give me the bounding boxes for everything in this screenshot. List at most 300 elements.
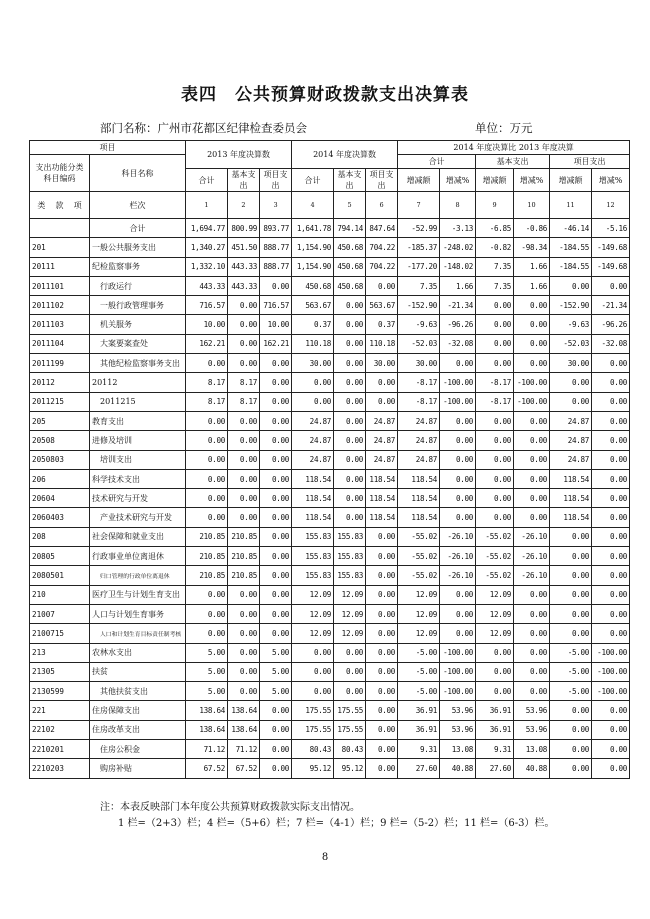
value-cell: 0.00	[260, 624, 292, 643]
value-cell: 0.00	[334, 489, 366, 508]
value-cell: 110.18	[292, 334, 334, 353]
value-cell: 0.00	[514, 643, 550, 662]
code-cell: 2130599	[30, 682, 90, 701]
department-label: 部门名称：广州市花都区纪律检查委员会	[100, 121, 307, 135]
value-cell: 118.54	[292, 508, 334, 527]
value-cell: 12.09	[398, 585, 440, 604]
value-cell: 12.09	[476, 604, 514, 623]
value-cell: 0.00	[440, 624, 476, 643]
value-cell: 0.00	[366, 547, 398, 566]
header-2014-total: 合计	[292, 169, 334, 192]
value-cell: 0.00	[260, 276, 292, 295]
header-2014-basic: 基本支出	[334, 169, 366, 192]
value-cell: 5.00	[186, 682, 228, 701]
value-cell: 138.64	[228, 701, 260, 720]
value-cell: 0.00	[228, 489, 260, 508]
value-cell: 0.00	[366, 720, 398, 739]
value-cell: 71.12	[228, 740, 260, 759]
value-cell: 0.00	[440, 354, 476, 373]
value-cell: 0.00	[514, 662, 550, 681]
subject-name-cell: 合计	[90, 219, 186, 238]
value-cell: -5.00	[550, 682, 592, 701]
value-cell: -98.34	[514, 238, 550, 257]
value-cell: 0.00	[334, 411, 366, 430]
value-cell: 0.00	[366, 373, 398, 392]
value-cell: -52.03	[398, 334, 440, 353]
value-cell: 5.00	[260, 682, 292, 701]
table-row	[30, 392, 630, 411]
value-cell: 0.00	[366, 682, 398, 701]
value-cell: 0.00	[476, 334, 514, 353]
value-cell: 0.00	[366, 759, 398, 778]
value-cell: 0.00	[260, 720, 292, 739]
value-cell: 30.00	[292, 354, 334, 373]
value-cell: 1.66	[440, 276, 476, 295]
value-cell: 8.17	[186, 373, 228, 392]
value-cell: 0.00	[228, 411, 260, 430]
code-cell: 20604	[30, 489, 90, 508]
value-cell: 71.12	[186, 740, 228, 759]
value-cell: 0.00	[260, 469, 292, 488]
value-cell: 0.00	[592, 585, 630, 604]
value-cell: 0.00	[550, 624, 592, 643]
subject-name-cell: 其他纪检监察事务支出	[90, 354, 186, 373]
value-cell: 1.66	[514, 276, 550, 295]
value-cell: 0.00	[334, 643, 366, 662]
value-cell: -5.00	[398, 643, 440, 662]
table-row	[30, 720, 630, 739]
value-cell: 0.00	[292, 392, 334, 411]
value-cell: 0.00	[592, 720, 630, 739]
subject-name-cell: 技术研究与开发	[90, 489, 186, 508]
value-cell: 67.52	[186, 759, 228, 778]
value-cell: 0.00	[334, 431, 366, 450]
table-row	[30, 469, 630, 488]
subject-name-cell: 纪检监察事务	[90, 257, 186, 276]
value-cell: 12.09	[334, 585, 366, 604]
header-inc-amt: 增减额	[476, 169, 514, 192]
value-cell: 0.00	[186, 431, 228, 450]
value-cell: 7.35	[476, 276, 514, 295]
value-cell: 0.00	[366, 643, 398, 662]
table-row	[30, 257, 630, 276]
value-cell: 443.33	[228, 257, 260, 276]
value-cell: 0.00	[514, 682, 550, 701]
value-cell: 12.09	[292, 604, 334, 623]
code-cell: 2060403	[30, 508, 90, 527]
value-cell: 0.00	[592, 566, 630, 585]
header-colseq: 栏次	[90, 192, 186, 219]
value-cell: 155.83	[334, 566, 366, 585]
value-cell: 0.00	[186, 624, 228, 643]
value-cell: 0.00	[260, 508, 292, 527]
value-cell: 24.87	[292, 411, 334, 430]
value-cell: 7.35	[476, 257, 514, 276]
value-cell: 12.09	[292, 624, 334, 643]
value-cell: 118.54	[292, 489, 334, 508]
value-cell: 0.00	[366, 392, 398, 411]
value-cell: 210.85	[186, 547, 228, 566]
value-cell: 8.17	[228, 373, 260, 392]
value-cell: -248.02	[440, 238, 476, 257]
header-lei: 类	[37, 200, 46, 210]
value-cell: 0.00	[292, 643, 334, 662]
value-cell: 443.33	[186, 276, 228, 295]
subject-name-cell: 医疗卫生与计划生育支出	[90, 585, 186, 604]
value-cell: 0.00	[476, 682, 514, 701]
header-2013-basic: 基本支出	[228, 169, 260, 192]
value-cell: 24.87	[292, 450, 334, 469]
value-cell: 0.00	[186, 469, 228, 488]
value-cell: 0.37	[366, 315, 398, 334]
code-cell: 2210201	[30, 740, 90, 759]
header-compare-total: 合计	[398, 155, 476, 169]
value-cell: -8.17	[398, 392, 440, 411]
value-cell: -5.00	[398, 662, 440, 681]
value-cell: 0.00	[440, 431, 476, 450]
value-cell: 36.91	[398, 720, 440, 739]
expenditure-table	[29, 140, 630, 779]
table-row	[30, 527, 630, 546]
subject-name-cell: 购房补贴	[90, 759, 186, 778]
subject-name-cell: 归口管理的行政单位离退休	[90, 566, 186, 585]
value-cell: 0.00	[592, 759, 630, 778]
header-xiang: 项	[73, 200, 82, 210]
value-cell: -96.26	[592, 315, 630, 334]
subject-name-cell: 行政事业单位离退休	[90, 547, 186, 566]
value-cell: 12.09	[476, 624, 514, 643]
value-cell: 450.68	[334, 276, 366, 295]
value-cell: 8.17	[228, 392, 260, 411]
value-cell: 118.54	[292, 469, 334, 488]
value-cell: 7.35	[398, 276, 440, 295]
value-cell: -55.02	[476, 527, 514, 546]
value-cell: 0.00	[228, 469, 260, 488]
value-cell: 0.00	[186, 354, 228, 373]
value-cell: 24.87	[550, 411, 592, 430]
value-cell: 0.00	[550, 276, 592, 295]
value-cell: 0.00	[260, 701, 292, 720]
value-cell: 27.60	[398, 759, 440, 778]
value-cell: 0.00	[476, 296, 514, 315]
value-cell: 0.00	[366, 276, 398, 295]
value-cell: 888.77	[260, 238, 292, 257]
table-row	[30, 740, 630, 759]
value-cell: 0.00	[186, 450, 228, 469]
value-cell: -8.17	[476, 373, 514, 392]
subject-name-cell: 社会保障和就业支出	[90, 527, 186, 546]
col-number: 10	[514, 192, 550, 219]
value-cell: 175.55	[334, 701, 366, 720]
value-cell: 0.00	[366, 566, 398, 585]
value-cell: 8.17	[186, 392, 228, 411]
value-cell: 0.00	[476, 469, 514, 488]
subject-name-cell: 产业技术研究与开发	[90, 508, 186, 527]
value-cell: 40.88	[440, 759, 476, 778]
value-cell: -100.00	[440, 392, 476, 411]
value-cell: 118.54	[550, 469, 592, 488]
value-cell: 0.00	[592, 373, 630, 392]
value-cell: -26.10	[440, 566, 476, 585]
value-cell: 138.64	[186, 701, 228, 720]
value-cell: 24.87	[366, 431, 398, 450]
value-cell: -46.14	[550, 219, 592, 238]
value-cell: 0.00	[550, 759, 592, 778]
value-cell: 563.67	[292, 296, 334, 315]
value-cell: 175.55	[292, 701, 334, 720]
subject-name-cell: 大案要案查处	[90, 334, 186, 353]
value-cell: 53.96	[440, 720, 476, 739]
value-cell: 36.91	[398, 701, 440, 720]
value-cell: 155.83	[292, 547, 334, 566]
code-cell: 221	[30, 701, 90, 720]
value-cell: 0.00	[228, 624, 260, 643]
value-cell: 450.68	[334, 238, 366, 257]
value-cell: 0.00	[514, 450, 550, 469]
value-cell: 847.64	[366, 219, 398, 238]
value-cell: 5.00	[186, 662, 228, 681]
value-cell: 53.96	[514, 720, 550, 739]
value-cell: -6.85	[476, 219, 514, 238]
subject-name-cell: 农林水支出	[90, 643, 186, 662]
value-cell: 30.00	[550, 354, 592, 373]
code-cell: 21305	[30, 662, 90, 681]
value-cell: 0.00	[592, 469, 630, 488]
value-cell: 0.00	[476, 662, 514, 681]
value-cell: -9.63	[550, 315, 592, 334]
value-cell: -177.20	[398, 257, 440, 276]
footnote-line-1: 注：本表反映部门本年度公共预算财政拨款实际支出情况。	[100, 802, 360, 813]
value-cell: 0.00	[228, 508, 260, 527]
table-row	[30, 431, 630, 450]
code-cell: 2080501	[30, 566, 90, 585]
value-cell: 12.09	[334, 624, 366, 643]
code-cell: 2100715	[30, 624, 90, 643]
value-cell: -149.68	[592, 238, 630, 257]
col-number: 3	[260, 192, 292, 219]
value-cell: 0.00	[514, 508, 550, 527]
value-cell: 162.21	[260, 334, 292, 353]
unit-label: 单位：万元	[475, 121, 533, 135]
value-cell: 0.00	[592, 431, 630, 450]
value-cell: -100.00	[440, 373, 476, 392]
value-cell: 0.00	[366, 662, 398, 681]
value-cell: 800.99	[228, 219, 260, 238]
code-cell: 2011102	[30, 296, 90, 315]
code-cell: 213	[30, 643, 90, 662]
value-cell: 0.00	[228, 662, 260, 681]
header-2014-proj: 项目支出	[366, 169, 398, 192]
value-cell: 1,641.78	[292, 219, 334, 238]
value-cell: 0.00	[550, 566, 592, 585]
value-cell: 0.00	[260, 450, 292, 469]
value-cell: 12.09	[398, 604, 440, 623]
value-cell: -0.86	[514, 219, 550, 238]
col-number: 2	[228, 192, 260, 219]
value-cell: 118.54	[550, 489, 592, 508]
value-cell: 110.18	[366, 334, 398, 353]
subject-name-cell: 住房保障支出	[90, 701, 186, 720]
value-cell: 0.00	[514, 469, 550, 488]
table-row	[30, 566, 630, 585]
code-cell: 20805	[30, 547, 90, 566]
value-cell: 24.87	[550, 450, 592, 469]
code-cell: 208	[30, 527, 90, 546]
value-cell: -100.00	[514, 392, 550, 411]
code-cell: 2210203	[30, 759, 90, 778]
value-cell: 0.00	[592, 740, 630, 759]
subject-name-cell: 科学技术支出	[90, 469, 186, 488]
value-cell: -100.00	[440, 662, 476, 681]
value-cell: -100.00	[592, 662, 630, 681]
value-cell: 0.00	[550, 585, 592, 604]
value-cell: 5.00	[260, 662, 292, 681]
table-row	[30, 296, 630, 315]
table-row	[30, 682, 630, 701]
subject-name-cell: 行政运行	[90, 276, 186, 295]
value-cell: 450.68	[334, 257, 366, 276]
value-cell: -21.34	[440, 296, 476, 315]
value-cell: 0.00	[260, 411, 292, 430]
col-number: 12	[592, 192, 630, 219]
value-cell: 0.00	[514, 585, 550, 604]
code-cell: 2011101	[30, 276, 90, 295]
value-cell: -8.17	[476, 392, 514, 411]
value-cell: 0.00	[292, 662, 334, 681]
value-cell: 0.00	[228, 315, 260, 334]
value-cell: 36.91	[476, 720, 514, 739]
value-cell: -184.55	[550, 238, 592, 257]
subject-name-cell: 其他扶贫支出	[90, 682, 186, 701]
value-cell: 5.00	[260, 643, 292, 662]
code-cell	[30, 219, 90, 238]
col-number: 9	[476, 192, 514, 219]
value-cell: 162.21	[186, 334, 228, 353]
value-cell: -21.34	[592, 296, 630, 315]
value-cell: 5.00	[186, 643, 228, 662]
value-cell: 9.31	[398, 740, 440, 759]
value-cell: 0.00	[260, 489, 292, 508]
value-cell: -9.63	[398, 315, 440, 334]
col-number: 7	[398, 192, 440, 219]
value-cell: 0.00	[260, 392, 292, 411]
value-cell: 888.77	[260, 257, 292, 276]
value-cell: -100.00	[592, 643, 630, 662]
value-cell: -5.00	[550, 643, 592, 662]
value-cell: 0.00	[476, 508, 514, 527]
value-cell: 0.00	[592, 276, 630, 295]
value-cell: 0.00	[366, 604, 398, 623]
value-cell: 0.00	[228, 334, 260, 353]
value-cell: 0.00	[592, 392, 630, 411]
value-cell: -152.90	[550, 296, 592, 315]
value-cell: 0.37	[292, 315, 334, 334]
value-cell: 0.00	[260, 604, 292, 623]
value-cell: 118.54	[366, 508, 398, 527]
value-cell: 175.55	[292, 720, 334, 739]
value-cell: 0.00	[334, 334, 366, 353]
table-row	[30, 508, 630, 527]
table-row	[30, 373, 630, 392]
value-cell: 0.00	[260, 527, 292, 546]
value-cell: 53.96	[514, 701, 550, 720]
value-cell: -100.00	[514, 373, 550, 392]
value-cell: -96.26	[440, 315, 476, 334]
value-cell: -26.10	[440, 547, 476, 566]
value-cell: 138.64	[228, 720, 260, 739]
value-cell: 0.00	[228, 450, 260, 469]
value-cell: 0.00	[186, 489, 228, 508]
header-subject-name: 科目名称	[90, 155, 186, 192]
value-cell: -0.82	[476, 238, 514, 257]
value-cell: -3.13	[440, 219, 476, 238]
value-cell: 24.87	[398, 431, 440, 450]
value-cell: 0.00	[550, 547, 592, 566]
subject-name-cell: 机关服务	[90, 315, 186, 334]
code-cell: 20508	[30, 431, 90, 450]
value-cell: 40.88	[514, 759, 550, 778]
value-cell: 0.00	[592, 604, 630, 623]
value-cell: 0.00	[334, 469, 366, 488]
col-number: 1	[186, 192, 228, 219]
value-cell: 30.00	[398, 354, 440, 373]
table-row	[30, 547, 630, 566]
subject-name-cell: 一般公共服务支出	[90, 238, 186, 257]
value-cell: 1,154.90	[292, 238, 334, 257]
value-cell: 24.87	[398, 450, 440, 469]
value-cell: -55.02	[398, 547, 440, 566]
value-cell: 0.00	[476, 643, 514, 662]
value-cell: 9.31	[476, 740, 514, 759]
value-cell: 0.00	[334, 508, 366, 527]
subject-name-cell: 培训支出	[90, 450, 186, 469]
value-cell: 1,154.90	[292, 257, 334, 276]
value-cell: -5.00	[550, 662, 592, 681]
value-cell: -32.08	[440, 334, 476, 353]
table-row	[30, 701, 630, 720]
value-cell: 716.57	[186, 296, 228, 315]
value-cell: 0.00	[228, 431, 260, 450]
value-cell: -185.37	[398, 238, 440, 257]
value-cell: 67.52	[228, 759, 260, 778]
code-cell: 21007	[30, 604, 90, 623]
value-cell: 0.00	[366, 585, 398, 604]
value-cell: 0.00	[228, 354, 260, 373]
value-cell: 118.54	[398, 469, 440, 488]
value-cell: 0.00	[476, 411, 514, 430]
value-cell: 0.00	[228, 604, 260, 623]
value-cell: 118.54	[550, 508, 592, 527]
value-cell: -100.00	[440, 682, 476, 701]
value-cell: 0.00	[592, 508, 630, 527]
value-cell: 0.00	[440, 469, 476, 488]
value-cell: 0.00	[592, 354, 630, 373]
value-cell: 0.00	[334, 662, 366, 681]
value-cell: 0.00	[514, 489, 550, 508]
value-cell: 24.87	[398, 411, 440, 430]
value-cell: 0.00	[186, 508, 228, 527]
header-inc-pct: 增减%	[592, 169, 630, 192]
value-cell: 0.00	[592, 547, 630, 566]
value-cell: 0.00	[514, 411, 550, 430]
col-number: 4	[292, 192, 334, 219]
value-cell: 563.67	[366, 296, 398, 315]
value-cell: 0.00	[592, 624, 630, 643]
value-cell: -184.55	[550, 257, 592, 276]
value-cell: 893.77	[260, 219, 292, 238]
total-row	[30, 219, 630, 238]
value-cell: -26.10	[440, 527, 476, 546]
